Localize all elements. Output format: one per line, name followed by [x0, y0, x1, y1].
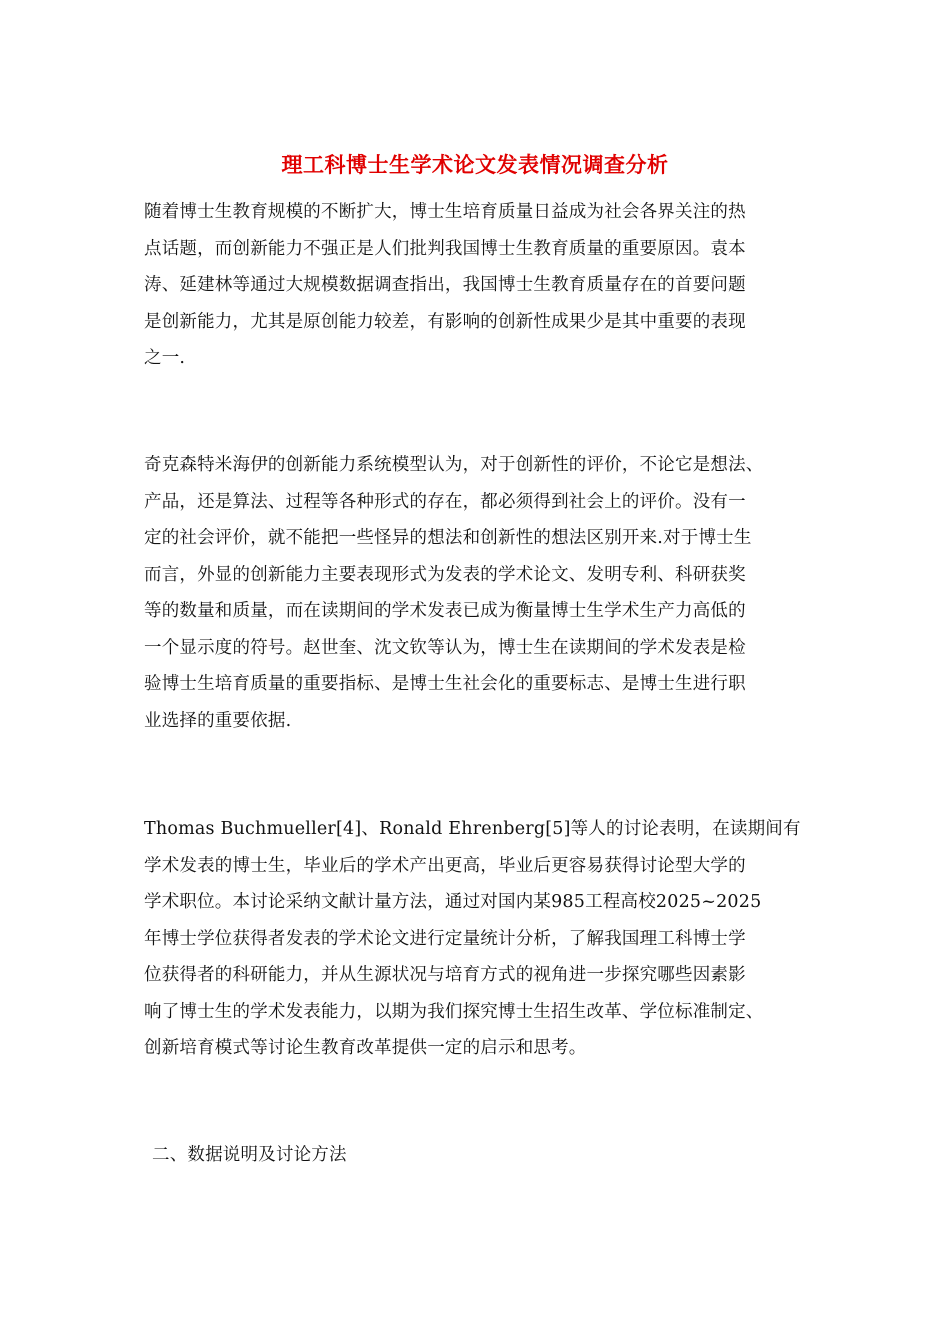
- text-line: Thomas Buchmueller[4]、Ronald Ehrenberg[5]等人的讨论表明，在读期间有: [144, 819, 801, 839]
- text-line: 等的数量和质量，而在读期间的学术发表已成为衡量博士生学术生产力高低的: [144, 601, 746, 621]
- page-title: 理工科博士生学术论文发表情况调查分析: [281, 152, 669, 177]
- text-line: 点话题，而创新能力不强正是人们批判我国博士生教育质量的重要原因。袁本: [144, 238, 746, 259]
- text-line: 验博士生培育质量的重要指标、是博士生社会化的重要标志、是博士生进行职: [144, 674, 746, 694]
- text-line: 而言，外显的创新能力主要表现形式为发表的学术论文、发明专利、科研获奖: [144, 564, 746, 585]
- text-line: 一个显示度的符号。赵世奎、沈文钦等认为，博士生在读期间的学术发表是检: [144, 637, 746, 658]
- text-line: 学术职位。本讨论采纳文献计量方法，通过对国内某985工程高校2025~2025: [144, 892, 762, 912]
- paragraph-research-design: [144, 811, 816, 1067]
- text-line: 学术发表的博士生，毕业后的学术产出更高，毕业后更容易获得讨论型大学的: [144, 855, 746, 876]
- text-line: 涛、延建林等通过大规模数据调查指出，我国博士生教育质量存在的首要问题: [144, 275, 746, 295]
- text-line: 业选择的重要依据.: [144, 710, 292, 731]
- text-line: 年博士学位获得者发表的学术论文进行定量统计分析，了解我国理工科博士学: [144, 928, 746, 949]
- text-line: 产品，还是算法、过程等各种形式的存在，都必须得到社会上的评价。没有一: [144, 491, 746, 512]
- text-line: 之一.: [144, 348, 186, 368]
- text-line: 响了博士生的学术发表能力，以期为我们探究博士生招生改革、学位标准制定、: [144, 1001, 764, 1022]
- paragraph-intro: [144, 194, 816, 377]
- text-line: 位获得者的科研能力，并从生源状况与培育方式的视角进一步探究哪些因素影: [144, 965, 746, 985]
- paragraph-innovation-model: [144, 447, 816, 739]
- section-heading: 二、数据说明及讨论方法: [152, 1145, 347, 1165]
- text-line: 定的社会评价，就不能把一些怪异的想法和创新性的想法区别开来.对于博士生: [144, 528, 752, 548]
- text-line: 奇克森特米海伊的创新能力系统模型认为，对于创新性的评价，不论它是想法、: [144, 455, 764, 475]
- text-line: 是创新能力，尤其是原创能力较差，有影响的创新性成果少是其中重要的表现: [144, 311, 746, 332]
- text-line: 创新培育模式等讨论生教育改革提供一定的启示和思考。: [144, 1038, 587, 1058]
- text-line: 随着博士生教育规模的不断扩大，博士生培育质量日益成为社会各界关注的热: [144, 202, 746, 222]
